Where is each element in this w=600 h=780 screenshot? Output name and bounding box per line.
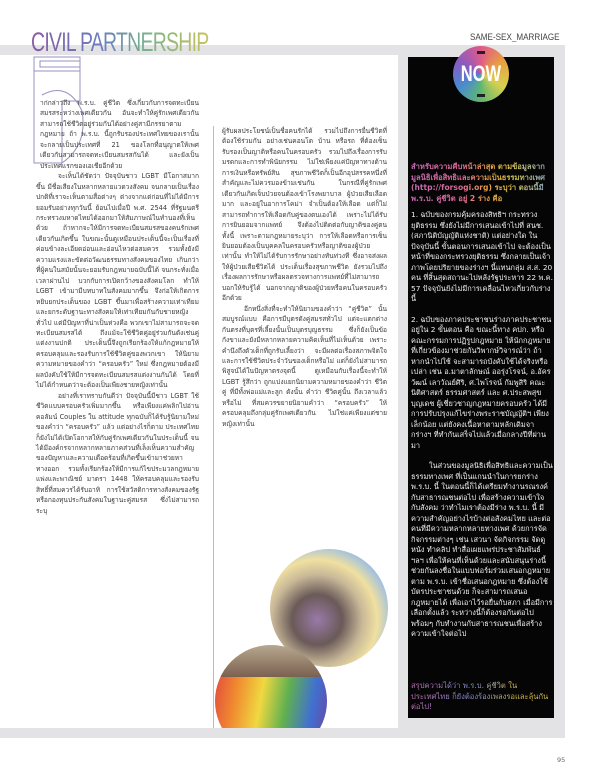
sidebar-lead: สำหรับความคืบหน้าล่าสุด ตามข้อมูลจากมูลนิธิเพื่อสิทธิและความเป็นธรรมทางเพศ (http://forsogi.org) ระบุว่า ตอนนี้มี พ.ร.บ. คู่ชีวิต อยู่ 2 ร่าง คือ bbox=[411, 162, 553, 204]
article-column-2 bbox=[222, 126, 387, 429]
article-paragraph: ผู้รับผลประโยชน์เป็นชื่อคนรักได้ รวมไปถึงการยื่นชีวิตที่ต้องใช้ร่วมกัน อย่างเช่นคอนโด บ้าน หรือรถ ที่ต้องเซ็นรับรองเป็นญาติหรือคนในครอบครัว รวมไปถึงเรื่องการรับมรดกและการทำพินัยกรรม ไม่ใช่เพียงแค่ปัญหาทางด้านการเงินหรือทรัพย์สิน สุขภาพชีวิตก็เป็นอีกอุปสรรคหนึ่งที่สำคัญและไม่ควรมองข้ามเช่นกัน ในกรณีที่คู่รักเพศเดียวกันเกิดเจ็บป่วยจนต้องเข้าโรงพยาบาล ผู้ป่วยเสียเลือดมาก และอยู่ในอาการโคม่า จำเป็นต้องให้เลือด แต่ก็ไม่สามารถทำการให้เลือดกับคู่ของตนเองได้ เพราะไม่ได้รับการยินยอมจากแพทย์ จึงต้องไปติดต่อกับญาติของคู่ตน ทั้งนี้ เพราะตามกฎหมายระบุว่า การให้เลือดหรือการเซ็นยินยอมต้องเป็นบุคคลในครอบครัวหรือญาติของผู้ป่วยเท่านั้น ทำให้ไม่ได้รับการรักษาอย่างทันท่วงที ซึ่งอาจส่งผลให้ผู้ป่วยเสียชีวิตได้ ประเด็นเรื่องสุขภาพชีวิต ยังรวมไปถึงเรื่องผลการรักษาหรือผลตรวจทางการแพทย์ที่ไม่สามารถบอกให้รับรู้ได้ นอกจากญาติของผู้ป่วยหรือคนในครอบครัวอีกด้วย bbox=[222, 127, 387, 303]
section-kicker: SAME-SEX_MARRIAGE bbox=[470, 32, 560, 42]
article-column-1 bbox=[36, 98, 199, 516]
section-title: CIVIL PARTNERSHIP bbox=[31, 27, 209, 57]
footer-band-overlay bbox=[0, 728, 565, 738]
now-badge-label: NOW bbox=[460, 61, 502, 86]
sidebar-item: 2. ฉบับของภาคประชาชนร่างภาคประชาชนอยู่ใน 2 ขั้นตอน คือ ขณะนี้ทาง คปก. หรือคณะกรรมการปฏิรูปกฎหมาย ให้นักกฎหมายที่เกี่ยวข้องมาช่วยกันวิพากษ์วิจารณ์ว่า ถ้าหากนำไปใช้ จะสามารถบังคับใช้ได้จริงหรือเปล่า เช่น อ.มาตาลักษณ์ ออรุ่งโรจน์, อ.อัครวัฒน์ เลาวัณย์ศิริ, ศ.ไพโรจน์ กัมพูสิริ คณะนิติศาสตร์ ธรรมศาสตร์ และ ศ.ประสพสุข บุญเดช ผู้เชี่ยวชาญกฎหมายครอบครัว ได้มีการปรับปรุงแก้ไขร่างพระราชบัญญัติฯ เพียงเล็กน้อย แต่ยังคงเนื้อหาตามหลักเดิมจากร่างฯ ที่ทำกันเสร็จไปแล้วเมื่อกลางปีที่ผ่านมา bbox=[411, 314, 552, 450]
now-badge bbox=[453, 46, 509, 102]
sidebar-item: ในส่วนของมูลนิธิเพื่อสิทธิและความเป็นธรรมทางเพศ ที่เป็นแกนนำในการยกร่าง พ.ร.บ. นี้ ในตอนนี้ก็ได้เตรียมทำงานรณรงค์กับสาธารณชนต่อไป เพื่อสร้างความเข้าใจกับสังคม ว่าทำไมเราต้องมีร่าง พ.ร.บ. นี้ มีความสำคัญอย่างไรบ้างต่อสังคมไทย และต่อคนที่มีความหลากหลายทางเพศ ด้วยการจัดกิจกรรมต่างๆ เช่น เสวนา จัดกิจกรรม จัดดูหนัง ทำคลิป ทำสื่อเผยแพร่ประชาสัมพันธ์ ฯลฯ เพื่อให้คนที่เห็นด้วยและสนับสนุนร่างนี้ช่วยกันลงชื่อในแบบฟอร์มร่วมเสนอกฎหมาย ตาม พ.ร.บ. เข้าชื่อเสนอกฎหมาย ซึ่งต้องใช้บัตรประชาชนด้วย ก็จะสามารถเสนอกฎหมายได้ เพื่อเอาไว้รอยื่นกับสภา เมื่อมีการเลือกตั้งแล้ว ระหว่างนี้ก็ต้องรอกันต่อไป พร้อมๆ กับทำงานกับสาธารณชนเพื่อสร้างความเข้าใจต่อไป bbox=[411, 461, 553, 638]
page-number: 95 bbox=[557, 756, 566, 764]
article-paragraph: อีกหนึ่งสิ่งที่จะทำให้นิยามของคำว่า “คู่ชีวิต” นั้นสมบูรณ์แบบ คือการมีบุตรดังคู่สมรสทั่วไป แต่จะแตกต่างกันตรงที่บุตรที่เลี้ยงนั้นเป็นบุตรบุญธรรม ซึ่งก็ยังเป็นข้อกังขาและยังมีหลากหลายความคิดเห็นที่ไม่เห็นด้วย เพราะคำนึงถึงตัวเด็กที่ถูกรับเลี้ยงว่า จะมีผลต่อเรื่องสภาพจิตใจและการใช้ชีวิตประจำวันของเด็กหรือไม่ แต่ก็ยังไม่สามารถพิสูจน์ได้ในปัญหาตรงจุดนี้ ดูเหมือนกับเรื่องนี้จะทำให้ LGBT รู้สึกว่า ถูกแบ่งแยกนิยามความหมายของคำว่า ชีวิตคู่ ที่มีทั้งพ่อแม่และลูก ดังนั้น คำว่า ชีวิตคู่นั้น ถึงเวลาแล้วหรือไม่ ที่สมควรขยายนิยามคำว่า “ครอบครัว” ให้ครอบคลุมถึงกลุ่มคู่รักเพศเดียวกัน ไม่ใช่แค่เพียงแต่ชายหญิงเท่านั้น bbox=[222, 304, 387, 428]
page-margin bbox=[0, 738, 600, 780]
article-paragraph: าก่กล่าวถึง พ.ร.บ. คู่ชีวิต ซึ่งเกี่ยวกับการจดทะเบียนสมรสระหว่างเพศเดียวกัน อันจะทำให้คู่รักเพศเดียวกันสามารถใช้ชีวิตอยู่ร่วมกันได้อย่างคู่สามีภรรยาตามกฎหมาย ถ้า พ.ร.บ. นี้ถูกรับรองประเทศไทยของเรานั้นจะกลายเป็นประเทศที่ 21 ของโลกที่อนุญาตให้เพศเดียวกันสามารถจดทะเบียนสมรสกันได้ และยังเป็นประเทศแรกของเอเชียอีกด้วย bbox=[40, 99, 199, 170]
article-paragraph: อย่างที่เราทราบกันดีว่า ปัจจุบันนี้มีชาว LGBT ใช้ชีวิตแบบครอบครัวเพิ่มมากขึ้น หรือเพียงแค่พลิกไปอ่านคอลัมน์ Couples ใน attitude ทุกฉบับก็ได้รับรู้นิยามใหม่ของคำว่า “ครอบครัว” แล้ว แต่อย่างไรก็ตาม ประเทศไทยก็ยังไม่ได้เปิดโอกาสให้กับคู่รักเพศเดียวกันในประเด็นนี้ จนได้มีองค์กรจากหลากหลายภาคส่วนที่เล็งเห็นความสำคัญของปัญหาและความเดือดร้อนที่เกิดขึ้นเข้ามาช่วยหาทางออก รวมทั้งเรียกร้องให้มีการแก้ไขประมวลกฎหมายแพ่งและพาณิชย์ มาตรา 1448 ให้ครอบคลุมและรองรับสิทธิ์ที่สมควรได้รับอาทิ การใช้สวัสดิการทางสังคมของรัฐหรือกองทุนประกันสังคมในฐานะคู่สมรส ซึ่งไม่สามารถระบุ bbox=[36, 391, 199, 515]
column-divider bbox=[213, 126, 214, 728]
sidebar-item: 1. ฉบับของกรมคุ้มครองสิทธิฯ กระทรวงยุติธรรม ซึ่งยังไม่มีการเสนอเข้าไปที่ สนช. (สภานิติบัญญัติแห่งชาติ) แต่อย่างใด ในปัจจุบันนี้ ขั้นตอนการเสนอเข้าไป จะต้องเป็นหน้าที่ของกระทรวงยุติธรรม ซึ่งกลายเป็นเจ้าภาพโดยปริยายของร่างฯ นี้แทนกลุ่ม ส.ส. 20 คน ที่สิ้นสุดสถานะไปหลังรัฐประหาร 22 พ.ค. 57 ปัจจุบันยังไม่มีการเคลื่อนไหวเกี่ยวกับร่างนี้ bbox=[411, 210, 553, 303]
sidebar-body bbox=[411, 210, 553, 650]
sidebar-conclusion: สรุปความได้ว่า พ.ร.บ. คู่ชีวิต ในประเทศไทย ก็ยังต้องร้องเพลงรอและลุ้นกันต่อไป! bbox=[411, 681, 551, 713]
article-paragraph: จะเห็นได้ชัดว่า ปัจจุบันชาว LGBT มีโอกาสมากขึ้น มีชื่อเสียงในหลากหลายแวดวงสังคม จนกลายเป็นเรื่องปกติที่เราจะเห็นตามสื่อต่างๆ ต่างจากแต่ก่อนที่ไม่ได้มีการยอมรับอย่างทุกวันนี้ ย้อนไปเมื่อปี พ.ศ. 2544 ที่รัฐมนตรีกระทรวงมหาดไทยได้ออกมาให้สัมภาษณ์ในทำนองที่เห็นด้วย ถ้าหากจะให้มีการจดทะเบียนสมรสของคนรักเพศเดียวกันเกิดขึ้น ในขณะนั้นดูเหมือนประเด็นนี้จะเป็นเรื่องที่ค่อนข้างละเอียดอ่อนและอ่อนไหวต่อสมควร รวมทั้งยังมีความแรงและขัดต่อวัฒนธรรมทางสังคมของไทย เกินกว่าที่ผู้คนในสมัยนั้นจะยอมรับกฎหมายฉบับนี้ได้ จนกระทั่งเมื่อเวลาผ่านไป บวกกับการเปิดกว้างของสังคมโลก ทำให้ LGBT เข้ามามีบทบาทในสังคมมากขึ้น จึงก่อให้เกิดการหยิบยกประเด็นของ LGBT ขึ้นมาเพื่อสร้างความเท่าเทียม และยกระดับฐานะทางสังคมให้เท่าเทียมกันกับชายหญิงทั่วไป แต่มีปัญหาที่น่าเป็นห่วงคือ พวกเขาไม่สามารถจะจดทะเบียนสมรสได้ ถึงแม้จะใช้ชีวิตคู่อยู่ร่วมกันดังเช่นคู่แต่งงานปกติ ประเด็นนี้จึงถูกเรียกร้องให้แก้กฎหมายให้ครอบคลุมและรองรับการใช้ชีวิตคู่ของพวกเขา ให้นิยามความหมายของคำว่า “ครอบครัว” ใหม่ ซึ่งกฎหมายต้องมีผลบังคับใช้ให้มีการจดทะเบียนสมรสแต่งงานกันได้ โดยที่ไม่ได้กำหนดว่าจะต้องเป็นเพียงชายหญิงเท่านั้น bbox=[36, 172, 199, 390]
